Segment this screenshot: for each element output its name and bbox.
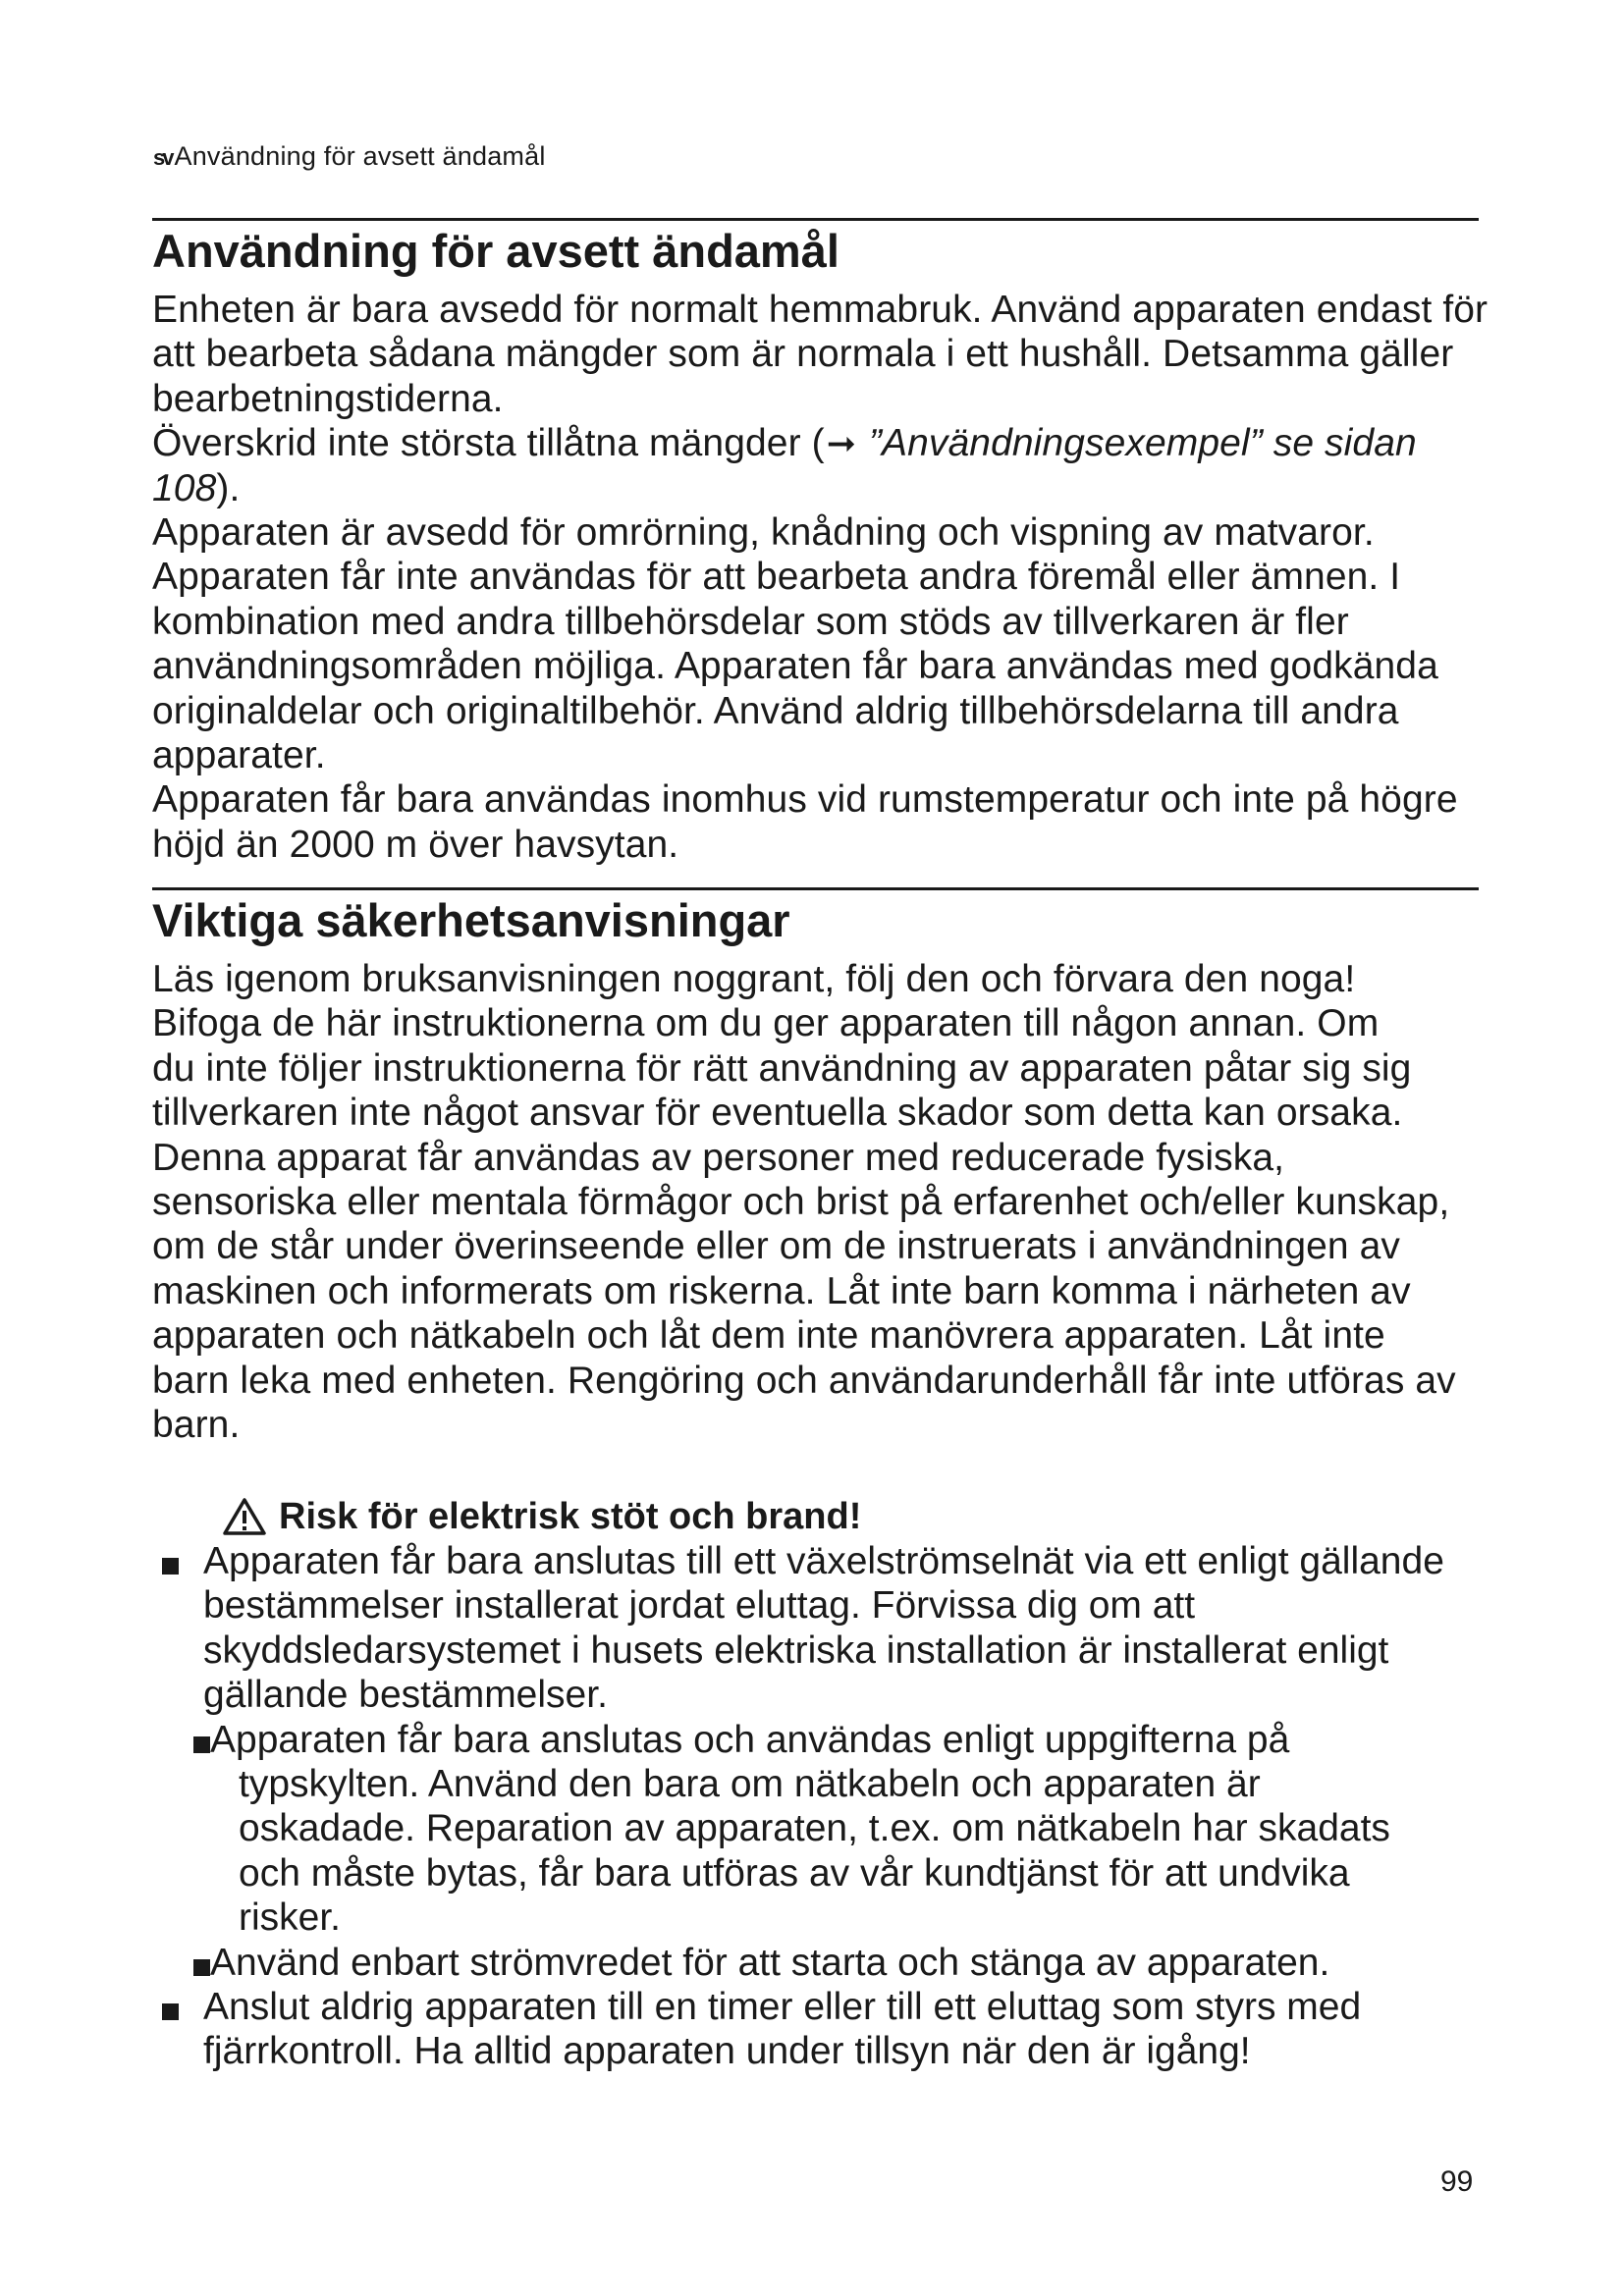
crossref-link[interactable]: ”Användningsexempel” se sidan 108 <box>152 422 1417 509</box>
list-item <box>152 1985 1489 2074</box>
paragraph: Läs igenom bruksanvisningen noggrant, följ den och förvara den noga! Bifoga de här instruktionerna om du ger apparaten till någon annan. Om du inte följer instruktionerna för rätt användning av apparaten påtar sig sig tillverkaren inte något ansvar för eventuella skador som detta kan orsaka. <box>152 958 1412 1135</box>
warning-heading <box>222 1494 861 1539</box>
list-item-text: Apparaten får bara anslutas till ett växelströmselnät via ett enligt gällande bestämmelser installerat jordat eluttag. Förvissa dig om att skyddsledarsystemet i husets elektriska installation är installerat enligt gällande bestämmelser. <box>203 1540 1444 1717</box>
list-item <box>152 1941 1613 1985</box>
arrow-right-icon: ➞ <box>826 423 856 464</box>
bullet-marker <box>162 2003 179 2020</box>
bullet-marker <box>162 1558 179 1575</box>
warning-text: Risk för elektrisk stöt och brand! <box>279 1496 862 1537</box>
section-divider <box>152 887 1479 890</box>
bullet-marker <box>193 1959 210 1976</box>
section-divider <box>152 218 1479 221</box>
list-item <box>152 1718 1427 1941</box>
paragraph: Enheten är bara avsedd för normalt hemmabruk. Använd apparaten endast för att bearbeta sådana mängder som är normala i ett hushåll. Detsamma gäller bearbetningstiderna. <box>152 289 1489 420</box>
crossref-suffix: ). <box>216 466 241 509</box>
list-item-text: Använd enbart strömvredet för att starta och stänga av apparaten. <box>210 1941 1330 1984</box>
running-header-title: Användning för avsett ändamål <box>174 141 546 171</box>
list-item-text: Apparaten får bara anslutas och användas enligt uppgifterna på typskylten. Använd den bara om nätkabeln och apparaten är oskadade. Reparation av apparaten, t.ex. om nätkabeln har skadats och måste bytas, får bara utföras av vår kundtjänst för att undvika risker. <box>210 1718 1390 1940</box>
safety-body <box>152 957 1456 1447</box>
page-number: 99 <box>1440 2165 1474 2198</box>
paragraph: Apparaten får bara användas inomhus vid rumstemperatur och inte på högre höjd än 2000 m över havsytan. <box>152 778 1458 866</box>
list-item <box>152 1539 1480 1718</box>
safety-bullet-list <box>152 1539 1527 2074</box>
paragraph: Denna apparat får användas av personer med reducerade fysiska, sensoriska eller mentala förmågor och brist på erfarenhet och/eller kunskap, om de står under överinseende eller om de instruerats i användningen av maskinen och informerats om riskerna. Låt inte barn komma i närheten av apparaten och nätkabeln och låt dem inte manövrera apparaten. Låt inte barn leka med enheten. Rengöring och användarunderhåll får inte utföras av barn. <box>152 1136 1456 1447</box>
paragraph: Apparaten är avsedd för omrörning, knådning och vispning av matvaror. Apparaten får inte användas för att bearbeta andra föremål eller ämnen. I kombination med andra tillbehörsdelar som stöds av tillverkaren är fler användningsområden möjliga. Apparaten får bara användas med godkända originaldelar och originaltilbehör. Använd aldrig tillbehörsdelarna till andra apparater. <box>152 511 1438 777</box>
language-tag: sv <box>153 145 172 170</box>
crossref-prefix: Överskrid inte största tillåtna mängder ( <box>152 422 825 465</box>
warning-triangle-icon <box>222 1497 267 1536</box>
running-header <box>153 141 546 172</box>
bullet-marker <box>193 1736 210 1753</box>
section-heading-safety: Viktiga säkerhetsanvisningar <box>152 894 790 946</box>
crossref-paragraph <box>152 421 1497 510</box>
intended-use-body <box>152 288 1497 867</box>
list-item-text: Anslut aldrig apparaten till en timer eller till ett eluttag som styrs med fjärrkontroll. Ha alltid apparaten under tillsyn när den är igång! <box>203 1986 1362 2073</box>
section-heading-intended-use: Användning för avsett ändamål <box>152 225 839 277</box>
